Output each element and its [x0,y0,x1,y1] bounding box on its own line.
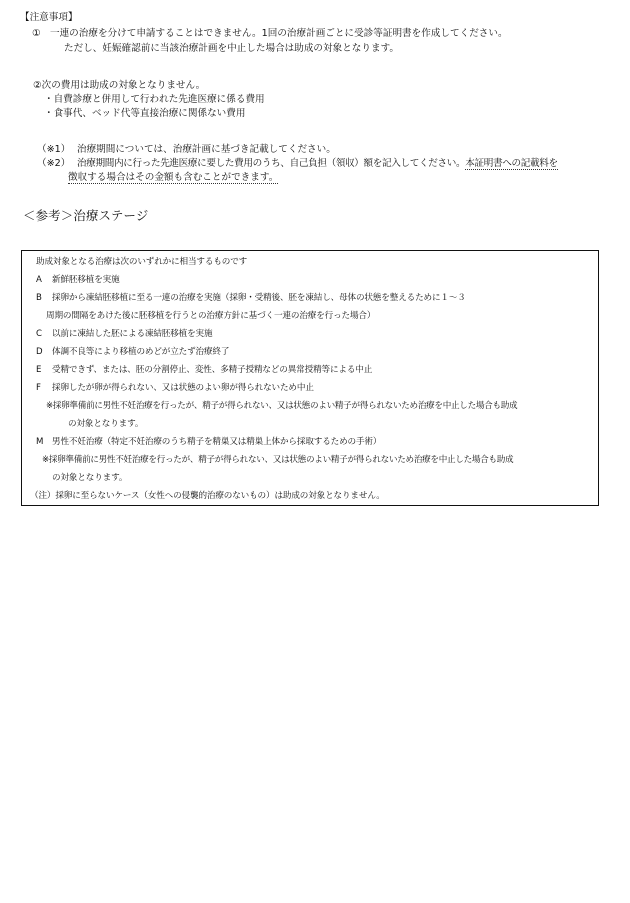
note-2-bullet-2: ・食事代、ベッド代等直接治療に関係ない費用 [44,108,246,119]
stage-f-code: F [36,383,41,393]
stage-e-code: E [36,365,42,375]
stage-b-text: 採卵から凍結胚移植に至る一連の治療を実施（採卵・受精後、胚を凍結し、母体の状態を整えるために１～３ [52,293,466,303]
remark-2-text-a: 治療期間内に行った先進医療に要した費用のうち、自己負担（領収）額を記入してください。 [77,158,466,169]
note-1-line-1: 一連の治療を分けて申請することはできません。1回の治療計画ごとに受診等証明書を作成してください。 [50,28,508,39]
note-1-number: ① [32,28,41,39]
remark-2-text [77,159,558,169]
note-2-heading: ②次の費用は助成の対象となりません。 [33,80,206,91]
reference-title: ＜参考＞治療ステージ [23,208,149,223]
remark-2-text-b: 本証明書への記載料を [465,158,558,169]
stage-f-text: 採卵したが卵が得られない、又は状態のよい卵が得られないため中止 [52,383,314,393]
remark-2-mark: （※2） [37,158,71,169]
stages-footnote: （注）採卵に至らないケース（女性への侵襲的治療のないもの）は助成の対象となりません。 [30,491,385,501]
stage-a-text: 新鮮胚移植を実施 [52,275,120,285]
remark-2-text-c [68,173,278,183]
stage-m-note-line-1: ※採卵準備前に男性不妊治療を行ったが、精子が得られない、又は状態のよい精子が得られないため治療を中止した場合も助成 [42,455,514,465]
note-1-line-2: ただし、妊娠確認前に当該治療計画を中止した場合は助成の対象となります。 [64,43,400,54]
stage-e-text: 受精できず、または、胚の分割停止、変性、多精子授精などの異常授精等による中止 [52,365,373,375]
remark-2-text-c-underlined: 徴収する場合はその金額も含むことができます。 [68,172,279,183]
stage-f-note-line-1: ※採卵準備前に男性不妊治療を行ったが、精子が得られない、又は状態のよい精子が得られないため治療を中止した場合も助成 [46,401,518,411]
stage-b-code: B [36,293,42,303]
notes-title: 【注意事項】 [20,12,78,23]
stage-d-text: 体調不良等により移植のめどが立たず治療終了 [52,347,230,357]
stage-f-note-line-2: の対象となります。 [68,419,144,429]
stage-c-code: C [36,329,42,339]
remark-1-text: 治療期間については、治療計画に基づき記載してください。 [77,144,336,155]
stage-m-code: M [36,437,44,447]
stage-m-text: 男性不妊治療（特定不妊治療のうち精子を精巣又は精巣上体から採取するための手術） [52,437,382,447]
stage-a-code: A [36,275,42,285]
stage-m-note-line-2: の対象となります。 [52,473,128,483]
stage-d-code: D [36,347,43,357]
stage-c-text: 以前に凍結した胚による凍結胚移植を実施 [52,329,213,339]
treatment-stages-box [21,250,599,506]
remark-1-mark: （※1） [37,144,71,155]
note-2-bullet-1: ・自費診療と併用して行われた先進医療に係る費用 [44,94,265,105]
stages-intro: 助成対象となる治療は次のいずれかに相当するものです [36,257,248,267]
stage-b-text-continued: 周期の間隔をあけた後に胚移植を行うとの治療方針に基づく一連の治療を行った場合） [46,311,376,321]
